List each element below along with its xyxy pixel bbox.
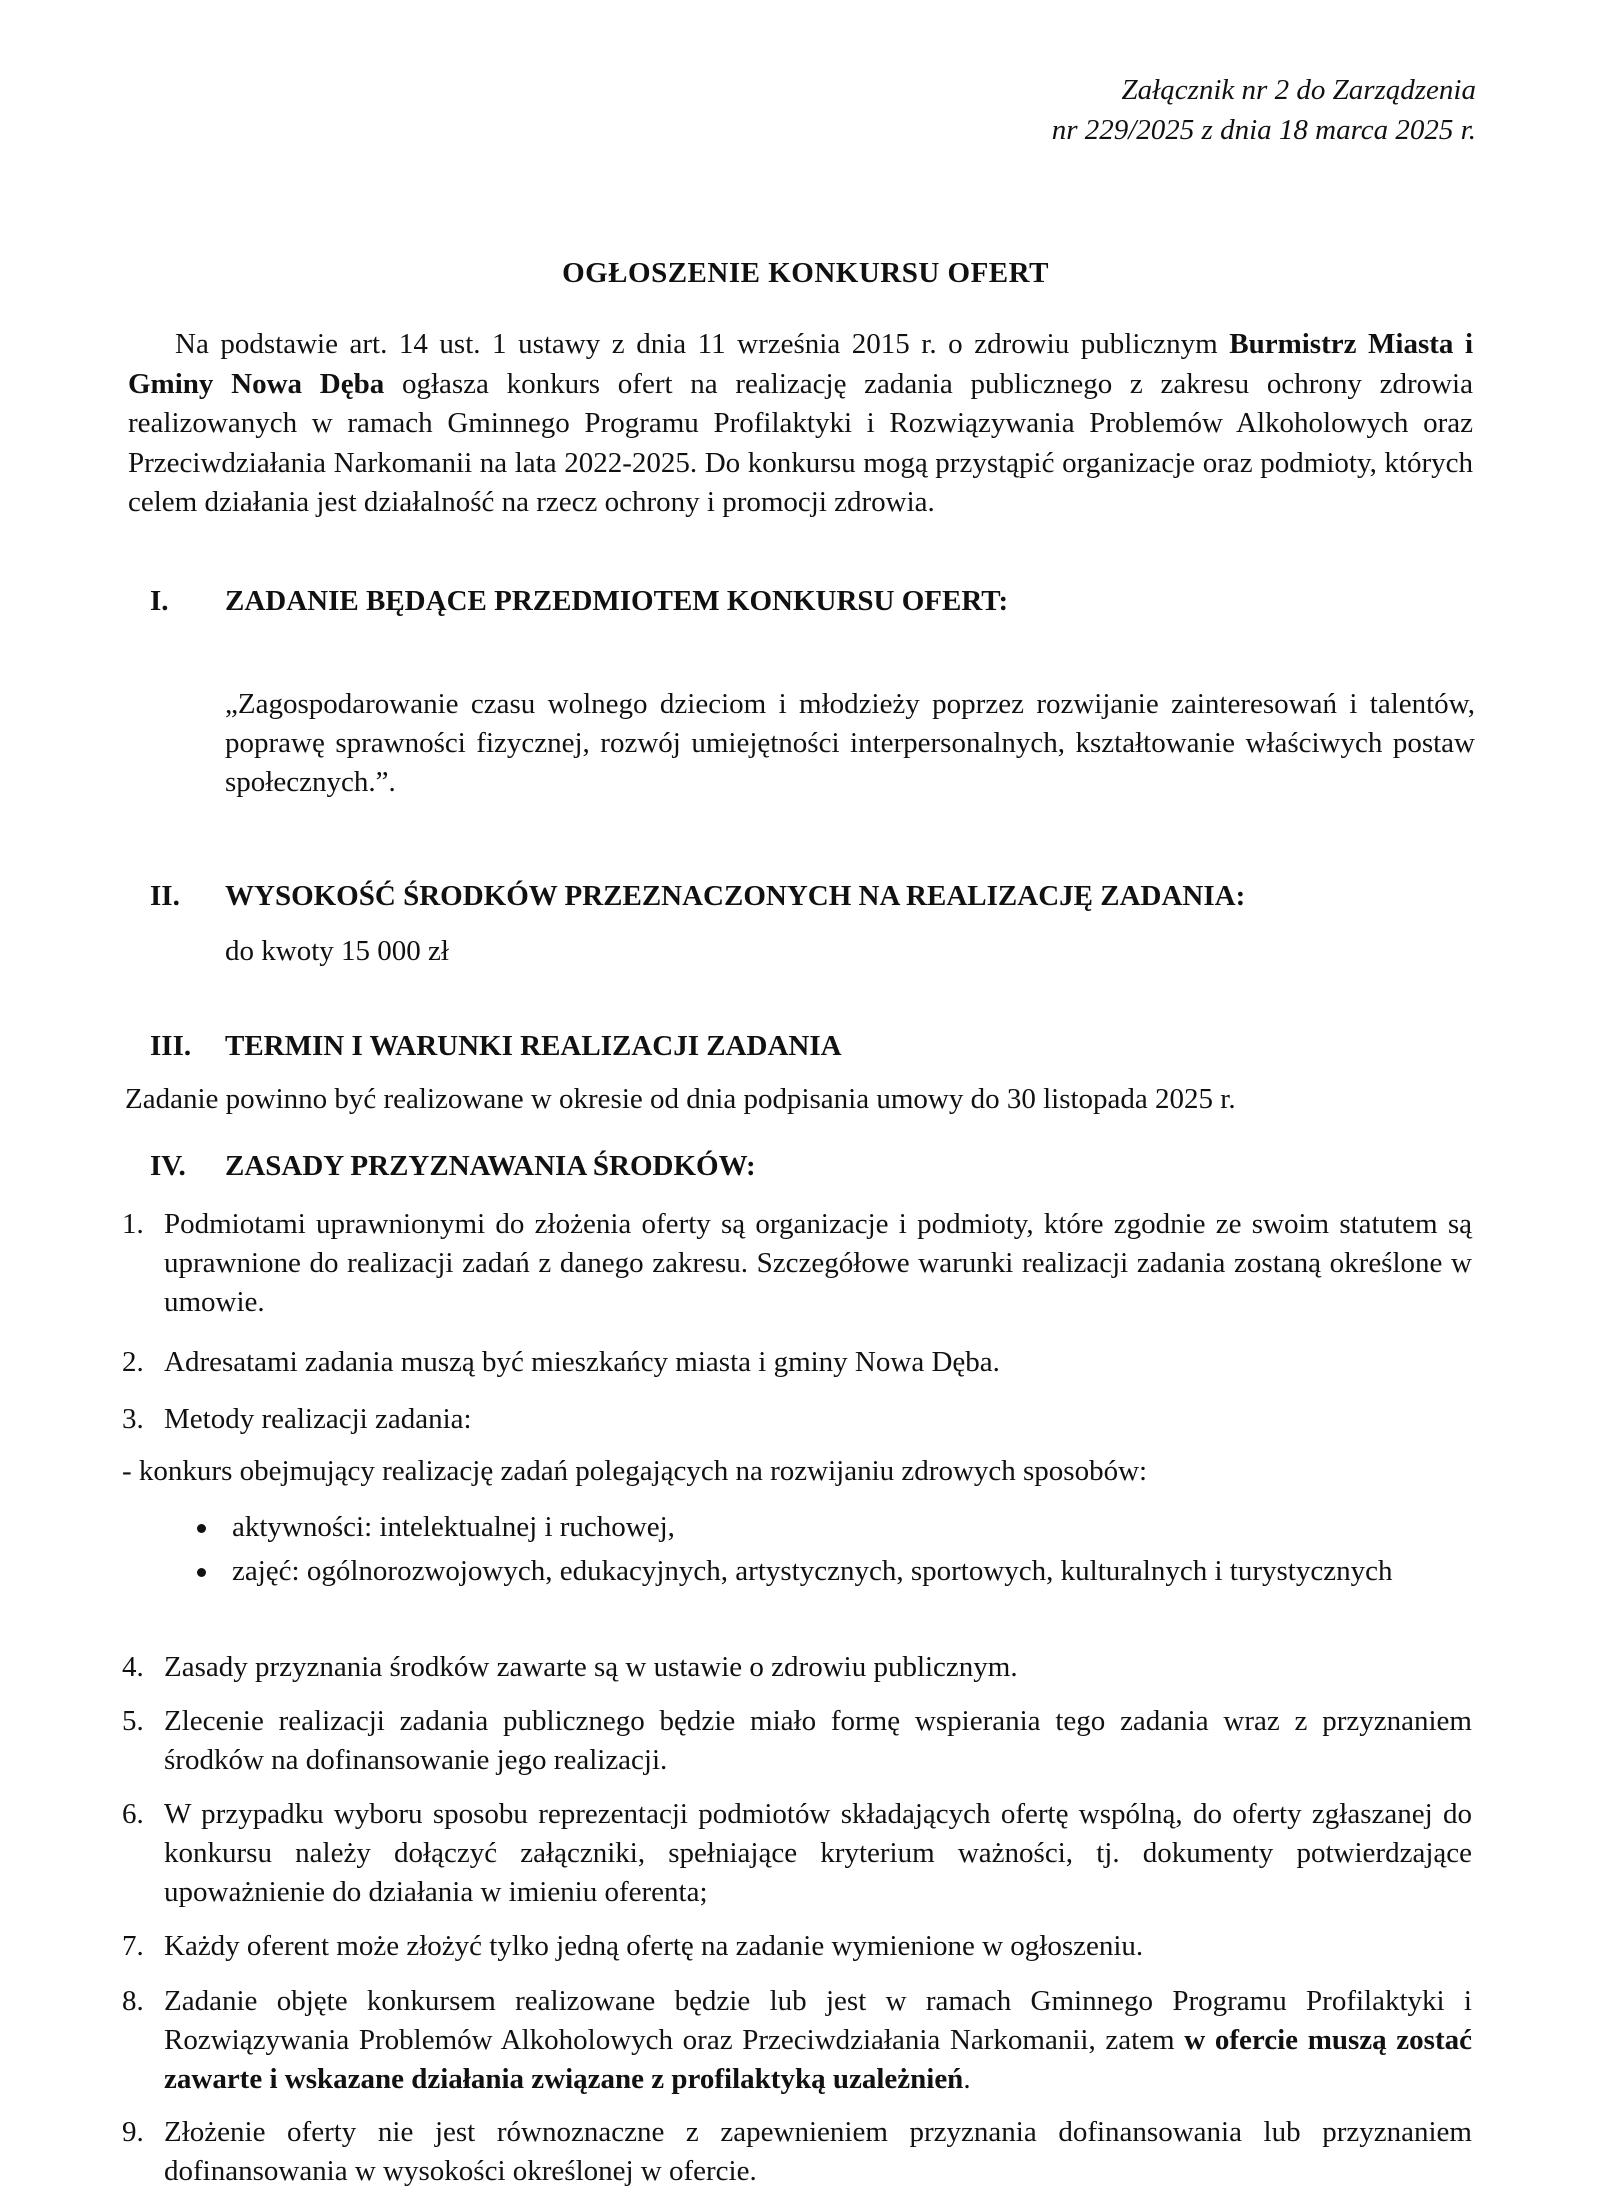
rule-item-9: 9. Złożenie oferty nie jest równoznaczne z zapewnieniem przyznania dofinansowania lub przyznaniem dofinansowania w wysokości określonej w ofercie. (122, 2116, 1472, 2187)
section-heading-2: II. WYSOKOŚĆ ŚRODKÓW PRZEZNACZONYCH NA REALIZACJĘ ZADANIA: (150, 880, 1246, 912)
rule-item-2: 2. Adresatami zadania muszą być mieszkańcy miasta i gminy Nowa Dęba. (122, 1346, 1000, 1378)
rule-item-1: 1. Podmiotami uprawnionymi do złożenia oferty są organizacje i podmioty, które zgodnie ze swoim statutem są uprawnione do realizacji zadań z danego zakresu. Szczegółowe warunki realizacji zadania zostaną określone w umowie. (122, 1208, 1472, 1318)
section-heading-4: IV. ZASADY PRZYZNAWANIA ŚRODKÓW: (150, 1150, 756, 1182)
annex-line-1: Załącznik nr 2 do Zarządzenia (1121, 74, 1476, 106)
rule-item-3: 3. Metody realizacji zadania: (122, 1403, 472, 1435)
intro-authority: Burmistrz Miasta i Gminy Nowa Dęba (128, 328, 1473, 400)
rule-8-emphasis: w ofercie muszą zostać zawarte i wskazane działania związane z profilaktyką uzależnień (164, 2024, 1472, 2095)
methods-intro: - konkurs obejmujący realizację zadań polegających na rozwijaniu zdrowych sposobów: (122, 1455, 1148, 1487)
method-item-2: zajęć: ogólnorozwojowych, edukacyjnych, artystycznych, sportowych, kulturalnych i turystycznych (185, 1552, 1472, 1590)
annex-line-2: nr 229/2025 z dnia 18 marca 2025 r. (1051, 114, 1476, 146)
section-heading-1: I. ZADANIE BĘDĄCE PRZEDMIOTEM KONKURSU OFERT: (150, 585, 1009, 617)
intro-paragraph (128, 325, 1473, 523)
funding-amount: do kwoty 15 000 zł (225, 935, 449, 967)
annex-header (1052, 70, 1476, 150)
section-heading-3: III. TERMIN I WARUNKI REALIZACJI ZADANIA (150, 1030, 842, 1062)
bullet-icon (197, 1524, 206, 1533)
rule-item-4: 4. Zasady przyznania środków zawarte są w ustawie o zdrowiu publicznym. (122, 1651, 1018, 1683)
task-quote: „Zagospodarowanie czasu wolnego dzieciom i młodzieży poprzez rozwijanie zainteresowań i talentów, poprawę sprawności fizycznej, rozwój umiejętności interpersonalnych, kształtowanie właściwych postaw społecznych.”. (225, 688, 1475, 798)
bullet-icon (197, 1568, 206, 1577)
method-item-1: aktywności: intelektualnej i ruchowej, (185, 1508, 1472, 1546)
rule-item-8: 8. Zadanie objęte konkursem realizowane będzie lub jest w ramach Gminnego Programu Profilaktyki i Rozwiązywania Problemów Alkoholowych oraz Przeciwdziałania Narkomanii, zatem w ofercie muszą zostać zawarte i wskazane działania związane z profilaktyką uzależnień. (122, 1985, 1472, 2095)
rule-item-6: 6. W przypadku wyboru sposobu reprezentacji podmiotów składających ofertę wspólną, do oferty zgłaszanej do konkursu należy dołączyć załączniki, spełniające kryterium ważności, tj. dokumenty potwierdzające upoważnienie do działania w imieniu oferenta; (122, 1798, 1472, 1908)
rule-item-7: 7. Każdy oferent może złożyć tylko jedną ofertę na zadanie wymienione w ogłoszeniu. (122, 1930, 1144, 1962)
intro-text: Na podstawie art. 14 ust. 1 ustawy z dnia 11 września 2015 r. o zdrowiu publicznym Burmistrz Miasta i Gminy Nowa Dęba ogłasza konkurs ofert na realizację zadania publicznego z zakresu ochrony zdrowia realizowanych w ramach Gminnego Programu Profilaktyki i Rozwiązywania Problemów Alkoholowych oraz Przeciwdziałania Narkomanii na lata 2022-2025. Do konkursu mogą przystąpić organizacje oraz podmioty, których celem działania jest działalność na rzecz ochrony i promocji zdrowia. (128, 328, 1473, 518)
rule-item-5: 5. Zlecenie realizacji zadania publicznego będzie miało formę wspierania tego zadania wraz z przyznaniem środków na dofinansowanie jego realizacji. (122, 1705, 1472, 1776)
term-text: Zadanie powinno być realizowane w okresie od dnia podpisania umowy do 30 listopada 2025 r. (125, 1083, 1236, 1115)
document-title: OGŁOSZENIE KONKURSU OFERT (562, 257, 1049, 289)
